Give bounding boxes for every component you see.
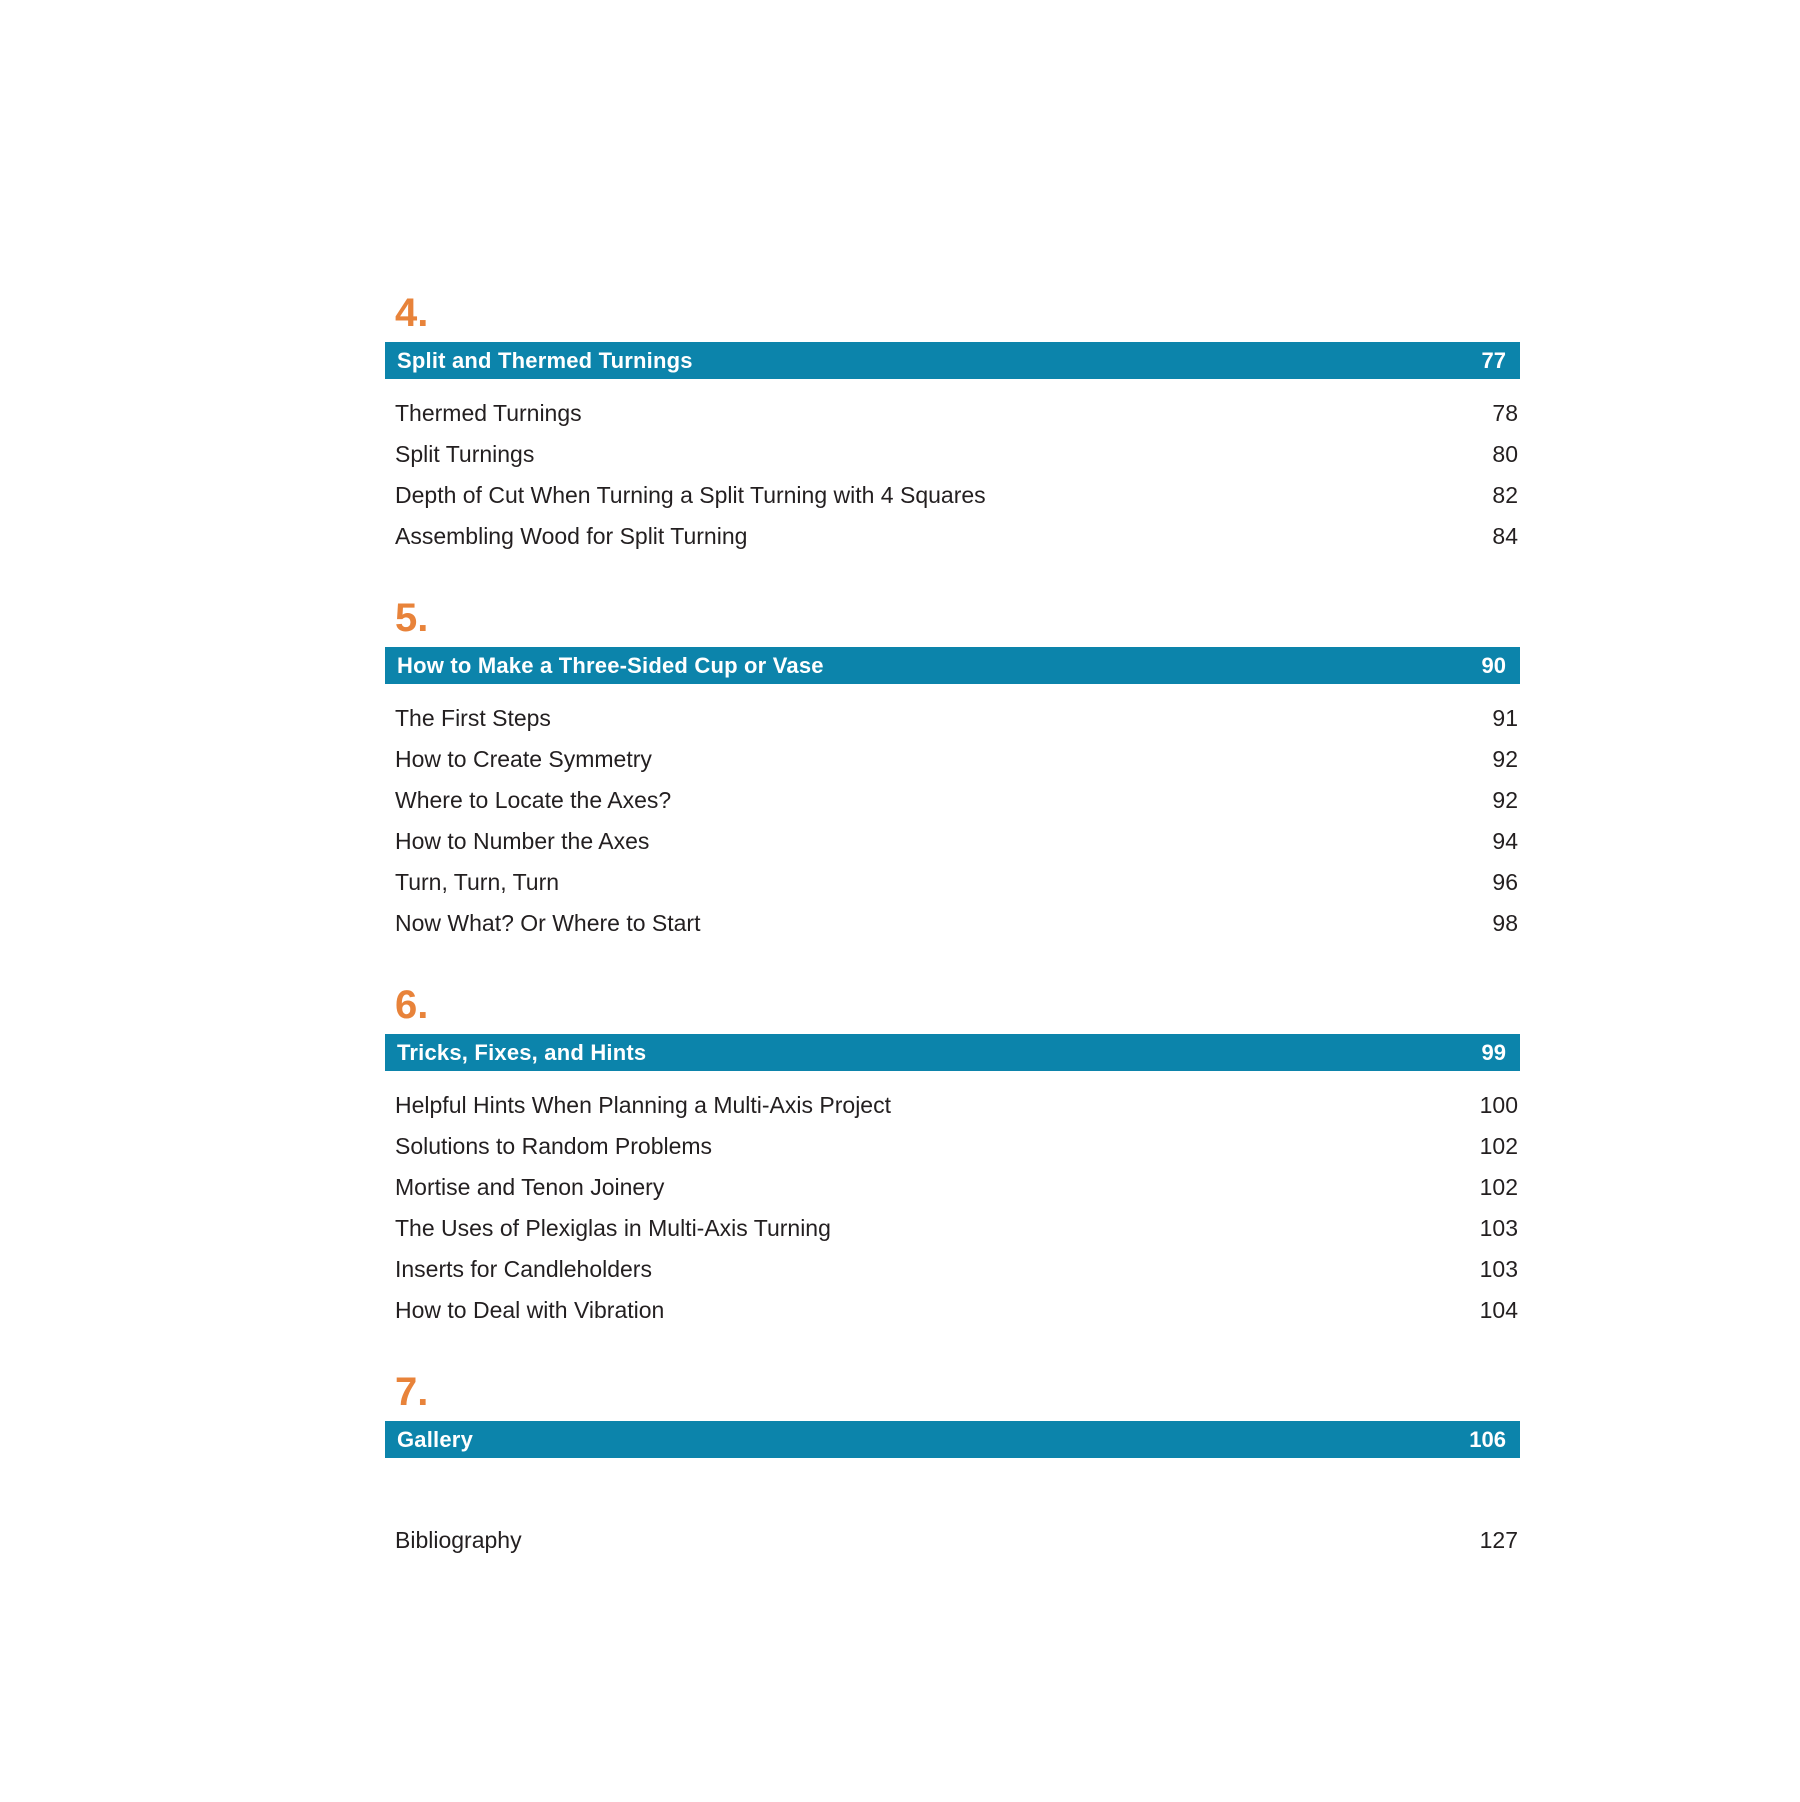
dot-leader [666,1295,1472,1318]
chapter-heading-bar[interactable] [385,647,1520,684]
toc-entry-label: Mortise and Tenon Joinery [395,1174,665,1200]
toc-entry[interactable] [395,698,1518,739]
chapter-number: 6. [395,983,429,1027]
chapter-number: 5. [395,596,429,640]
toc-entry-page: 96 [1492,869,1518,895]
toc-entry-label: Bibliography [395,1527,522,1553]
toc-entry[interactable] [395,1520,1518,1561]
toc-entry[interactable] [395,475,1518,516]
dot-leader [749,521,1472,544]
toc-entry-label: How to Deal with Vibration [395,1297,665,1323]
toc-entry-label: Thermed Turnings [395,400,582,426]
chapter-number: 7. [395,1370,429,1414]
toc-entry-label: Inserts for Candleholders [395,1256,652,1282]
toc-entry[interactable] [395,1167,1518,1208]
toc-entry-page: 80 [1492,441,1518,467]
chapter-heading-bar[interactable] [385,342,1520,379]
toc-entry[interactable] [395,1290,1518,1331]
toc-entry-label: How to Number the Axes [395,828,650,854]
toc-entry-page: 78 [1492,400,1518,426]
table-of-contents [385,290,1520,1561]
toc-entry-page: 102 [1479,1133,1518,1159]
chapter-title: How to Make a Three-Sided Cup or Vase [397,652,824,678]
chapter-block [385,595,1520,944]
toc-entry-page: 94 [1492,828,1518,854]
toc-entry[interactable] [395,739,1518,780]
dot-leader [893,1090,1472,1113]
toc-entry[interactable] [395,1208,1518,1249]
chapter-page-number: 106 [1469,1426,1506,1452]
toc-entry[interactable] [395,393,1518,434]
toc-entry-label: The Uses of Plexiglas in Multi-Axis Turning [395,1215,831,1241]
toc-entry-label: Now What? Or Where to Start [395,910,701,936]
toc-entry[interactable] [395,1085,1518,1126]
dot-leader [666,1172,1472,1195]
back-matter-entries [385,1520,1520,1561]
toc-entry-label: Where to Locate the Axes? [395,787,672,813]
chapter-title: Gallery [397,1426,474,1452]
chapter-heading-bar[interactable] [385,1421,1520,1458]
toc-entry-label: Depth of Cut When Turning a Split Turning with 4 Squares [395,482,986,508]
chapter-page-number: 99 [1481,1039,1506,1065]
dot-leader [654,1254,1472,1277]
dot-leader [561,867,1472,890]
toc-entry-page: 102 [1479,1174,1518,1200]
toc-entry-label: Split Turnings [395,441,535,467]
toc-entry[interactable] [395,862,1518,903]
toc-entry-label: Helpful Hints When Planning a Multi-Axis Project [395,1092,891,1118]
toc-entry-page: 91 [1492,705,1518,731]
toc-entry[interactable] [395,1249,1518,1290]
toc-entry-page: 103 [1479,1256,1518,1282]
chapter-block [385,1369,1520,1462]
dot-leader [536,439,1472,462]
chapter-entries [385,393,1520,557]
dot-leader [673,785,1472,808]
chapter-entries [385,1085,1520,1331]
dot-leader [714,1131,1472,1154]
chapter-title: Split and Thermed Turnings [397,347,693,373]
chapter-page-number: 90 [1481,652,1506,678]
toc-entry-page: 92 [1492,787,1518,813]
toc-entry-label: Assembling Wood for Split Turning [395,523,748,549]
chapter-block [385,290,1520,557]
dot-leader [524,1525,1472,1548]
toc-entry-page: 103 [1479,1215,1518,1241]
dot-leader [833,1213,1472,1236]
toc-entry-page: 100 [1479,1092,1518,1118]
dot-leader [553,703,1472,726]
dot-leader [651,826,1472,849]
chapter-page-number: 77 [1481,347,1506,373]
chapter-heading-bar[interactable] [385,1034,1520,1071]
toc-entry-label: The First Steps [395,705,551,731]
chapter-entries [385,698,1520,944]
toc-entry-label: Solutions to Random Problems [395,1133,713,1159]
toc-entry-page: 92 [1492,746,1518,772]
toc-entry-page: 84 [1492,523,1518,549]
dot-leader [702,908,1472,931]
toc-entry-label: Turn, Turn, Turn [395,869,560,895]
toc-entry[interactable] [395,821,1518,862]
toc-entry-page: 82 [1492,482,1518,508]
toc-entry[interactable] [395,780,1518,821]
toc-entry[interactable] [395,434,1518,475]
toc-entry-page: 104 [1479,1297,1518,1323]
toc-entry[interactable] [395,516,1518,557]
dot-leader [988,480,1472,503]
toc-entry-page: 98 [1492,910,1518,936]
dot-leader [654,744,1472,767]
spacer [385,1458,1520,1462]
chapter-number: 4. [395,291,429,335]
toc-entry-page: 127 [1479,1527,1518,1553]
toc-entry-label: How to Create Symmetry [395,746,652,772]
toc-entry[interactable] [395,1126,1518,1167]
chapter-title: Tricks, Fixes, and Hints [397,1039,647,1065]
chapter-block [385,982,1520,1331]
dot-leader [584,398,1472,421]
toc-entry[interactable] [395,903,1518,944]
